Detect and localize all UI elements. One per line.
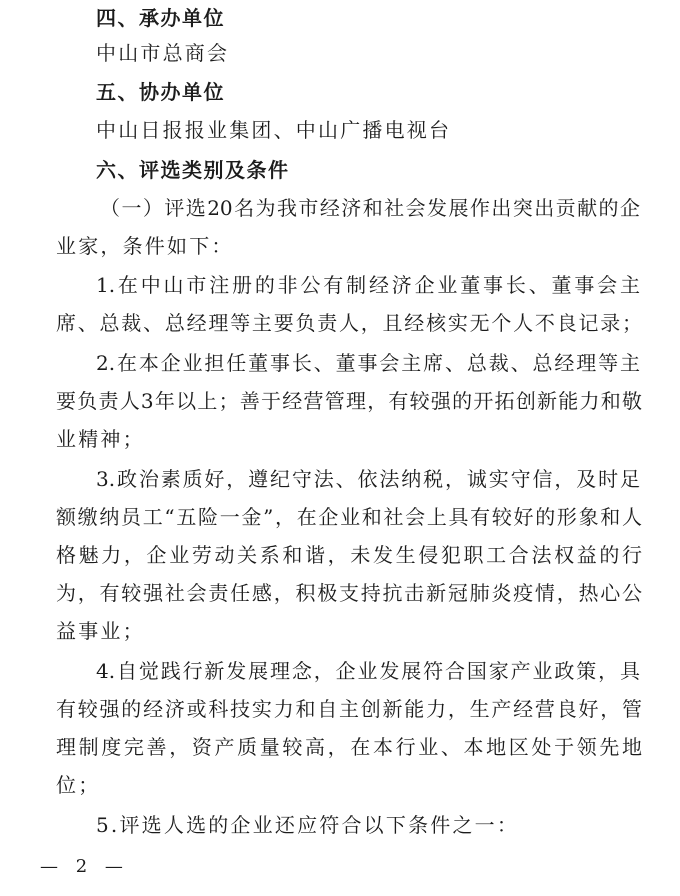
condition-3-line-5: 益事业；	[56, 619, 145, 643]
condition-4-line-1: 4.自觉践行新发展理念，企业发展符合国家产业政策，具	[96, 659, 640, 683]
section-heading-organizer: 四、承办单位	[96, 6, 225, 30]
condition-2-line-2: 要负责人3年以上；善于经营管理，有较强的开拓创新能力和敬	[56, 389, 642, 413]
condition-3-line-1: 3.政治素质好，遵纪守法、依法纳税，诚实守信，及时足	[96, 467, 640, 491]
condition-1-line-2: 席、总裁、总经理等主要负责人，且经核实无个人不良记录；	[56, 311, 642, 335]
co-organizer-names: 中山日报报业集团、中山广播电视台	[96, 118, 452, 142]
section-heading-co-organizer: 五、协办单位	[96, 80, 225, 104]
condition-3-line-2: 额缴纳员工“五险一金”，在企业和社会上具有较好的形象和人	[56, 505, 642, 529]
condition-3-line-4: 为，有较强社会责任感，积极支持抗击新冠肺炎疫情，热心公	[56, 581, 642, 605]
condition-4-line-4: 位；	[56, 773, 101, 797]
condition-5-line-1: 5.评选人选的企业还应符合以下条件之一：	[96, 813, 520, 837]
section-heading-criteria: 六、评选类别及条件	[96, 158, 290, 182]
condition-2-line-1: 2.在本企业担任董事长、董事会主席、总裁、总经理等主	[96, 351, 640, 375]
page-number: — 2 —	[40, 856, 129, 877]
criteria-item-1-line-1: （一）评选20名为我市经济和社会发展作出突出贡献的企	[100, 196, 640, 220]
condition-4-line-3: 理制度完善，资产质量较高，在本行业、本地区处于领先地	[56, 735, 642, 759]
condition-4-line-2: 有较强的经济或科技实力和自主创新能力，生产经营良好，管	[56, 697, 642, 721]
criteria-item-1-line-2: 业家，条件如下：	[56, 234, 234, 258]
condition-1-line-1: 1.在中山市注册的非公有制经济企业董事长、董事会主	[96, 273, 640, 297]
organizer-name: 中山市总商会	[96, 41, 230, 65]
condition-2-line-3: 业精神；	[56, 427, 145, 451]
condition-3-line-3: 格魅力，企业劳动关系和谐，未发生侵犯职工合法权益的行	[56, 543, 642, 567]
